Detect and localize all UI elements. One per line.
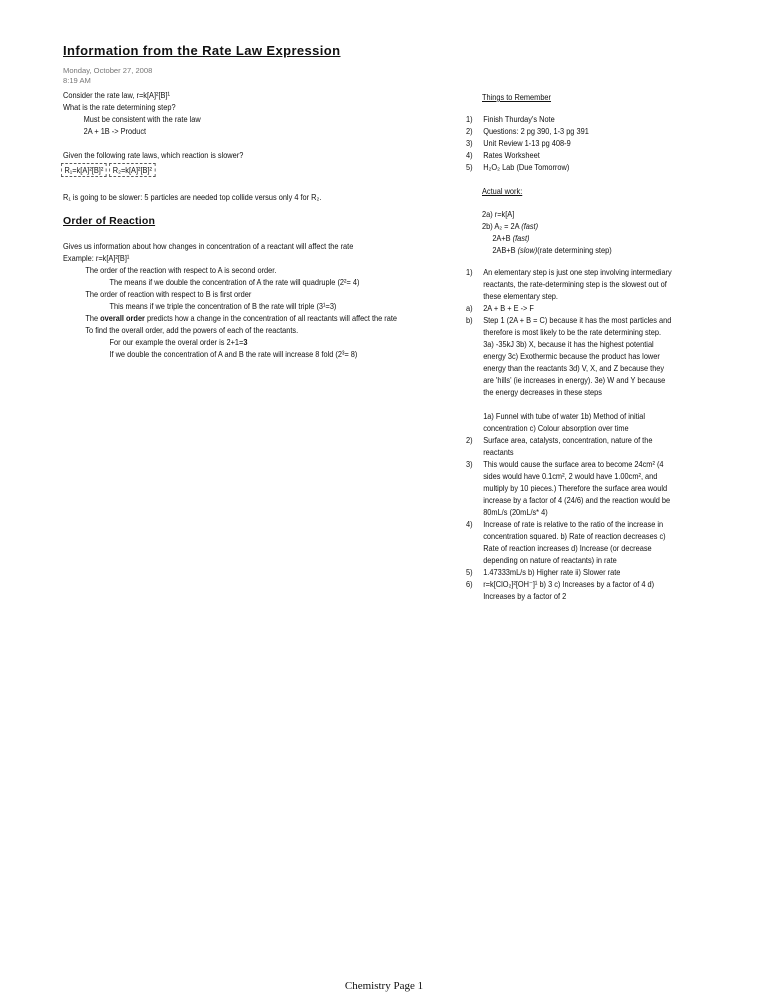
note-timestamp xyxy=(63,66,152,85)
rate-law-boxes xyxy=(61,163,158,177)
list-item: a) 2A + B + E -> F xyxy=(466,303,534,313)
page-title: Information from the Rate Law Expression xyxy=(63,43,341,58)
order-line xyxy=(63,336,397,348)
list-item: b) Step 1 (2A + B = C) because it has the most particles and therefore is most likely to be the rate determining step. xyxy=(466,315,672,337)
intro-line: 2A + 1B -> Product xyxy=(83,126,147,136)
overall-order-term: overall order xyxy=(100,313,145,323)
work-line: 2a) r=k[A] xyxy=(482,209,515,219)
note-date: Monday, October 27, 2008 xyxy=(63,66,153,75)
work-line: 2A+B (fast) xyxy=(492,233,530,243)
question-text: Given the following rate laws, which reaction is slower? xyxy=(63,150,244,160)
work-line: 2b) A₂ = 2A (fast) xyxy=(482,221,539,231)
order-line: Gives us information about how changes in concentration of a reactant will affect the rate xyxy=(63,241,354,251)
remember-list xyxy=(466,113,672,173)
intro-block xyxy=(63,89,201,137)
order-block xyxy=(63,240,397,360)
answers-list xyxy=(466,266,672,602)
answer-text: R₁ is going to be slower: 5 particles are needed top collide versus only 4 for R₂. xyxy=(63,192,322,202)
order-line: Example: r=k[A]²[B]¹ xyxy=(63,253,130,263)
order-line: This means if we triple the concentration of B the rate will triple (3¹=3) xyxy=(109,301,337,311)
note-time: 8:19 AM xyxy=(63,75,91,85)
section-heading: Order of Reaction xyxy=(63,215,156,227)
order-line: The order of reaction with respect to B is first order xyxy=(85,289,252,299)
list-item: 3a) -35kJ 3b) X, because it has the highest potential energy 3c) Exothermic because the product has lower energy than the reactants 3d) V, X, and Z because they are 'hills' (ie increases in energy). 3e) W and Y because the energy decreases in these steps xyxy=(483,339,666,397)
intro-line: Must be consistent with the rate law xyxy=(83,114,201,124)
list-item: 2) Surface area, catalysts, concentration, nature of the reactants xyxy=(466,435,653,457)
work-line: 2AB+B (slow)(rate determining step) xyxy=(492,245,612,255)
order-line-rest: predicts how a change in the concentration of all reactants will affect the rate xyxy=(146,313,398,323)
list-item: 5) 1.47333mL/s b) Higher rate ii) Slower rate xyxy=(466,567,621,577)
intro-line: Consider the rate law, r=k[A]²[B]¹ xyxy=(63,90,171,100)
intro-line: What is the rate determining step? xyxy=(63,102,176,112)
overall-order-value: 3 xyxy=(243,337,248,347)
actual-work-heading: Actual work: xyxy=(482,186,523,196)
order-line: To find the overall order, add the powers of each of the reactants. xyxy=(85,325,299,335)
order-line: The means if we double the concentration of A the rate will quadruple (2²= 4) xyxy=(109,277,360,287)
list-item: 1a) Funnel with tube of water 1b) Method of initial concentration c) Colour absorption over time xyxy=(483,411,646,433)
list-item: 5) H₂O₂ Lab (Due Tomorrow) xyxy=(466,162,570,172)
list-item: 4) Rates Worksheet xyxy=(466,150,540,160)
list-item: 1) Finish Thurday's Note xyxy=(466,114,555,124)
list-item: 4) Increase of rate is relative to the ratio of the increase in concentration squared. b) Rate of reaction decreases c) Rate of reaction increases d) Increase (or decrease depending on nature of reactants) in rate xyxy=(466,519,666,565)
page-footer: Chemistry Page 1 xyxy=(344,980,424,992)
list-item: 3) This would cause the surface area to become 24cm² (4 sides would have 0.1cm², 2 would have 1.00cm², and multiply by 10 pieces.) Therefore the surface area would increase by a factor of 4 (24/6) and the reaction would be 80mL/s (20mL/s* 4) xyxy=(466,459,671,517)
order-line: If we double the concentration of A and B the rate will increase 8 fold (2³= 8) xyxy=(109,349,358,359)
order-line-lead: The xyxy=(85,313,99,323)
list-item: 6) r=k[ClO₂]²[OH⁻]¹ b) 3 c) Increases by a factor of 4 d) Increases by a factor of 2 xyxy=(466,579,655,601)
list-item: 2) Questions: 2 pg 390, 1-3 pg 391 xyxy=(466,126,589,136)
remember-heading: Things to Remember xyxy=(482,92,552,102)
list-item: 1) An elementary step is just one step involving intermediary reactants, the rate-determining step is the slowest out of these elementary step. xyxy=(466,267,672,301)
list-item: 3) Unit Review 1-13 pg 408-9 xyxy=(466,138,571,148)
rate-law-box: R₁=k[A]²[B]² xyxy=(61,163,107,177)
actual-work-block xyxy=(482,208,612,256)
order-line-text: For our example the overal order is 2+1= xyxy=(109,337,244,347)
rate-law-box: R₂=k[A]²[B]² xyxy=(109,163,155,177)
order-line: The order of the reaction with respect to A is second order. xyxy=(85,265,277,275)
order-line xyxy=(63,312,397,324)
